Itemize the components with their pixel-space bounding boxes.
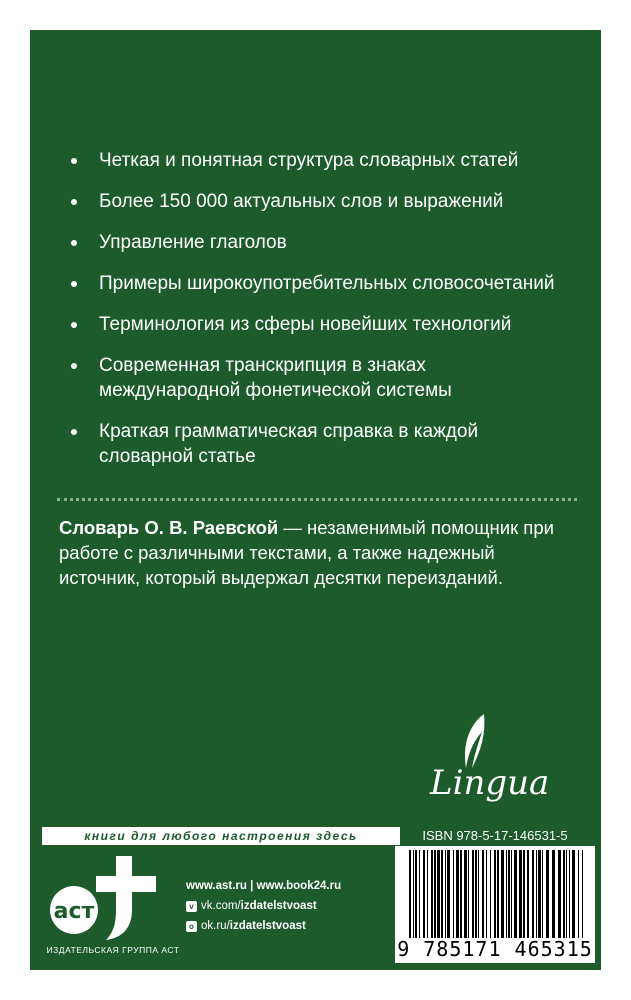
description-bold: Словарь О. В. Раевской: [59, 517, 279, 538]
barcode-bar: [486, 850, 487, 938]
ast-publisher-logo: [46, 852, 166, 944]
feature-item: [63, 271, 593, 296]
barcode-bar: [427, 850, 428, 938]
barcode-bar: [445, 850, 446, 938]
barcode-bar: [558, 850, 561, 938]
vk-icon: v: [186, 901, 197, 912]
feature-list: [63, 148, 593, 485]
barcode-bar: [538, 850, 541, 938]
barcode-bar: [572, 850, 575, 938]
description-paragraph: [59, 515, 579, 590]
feature-item: [63, 148, 593, 173]
ok-icon: o: [186, 921, 197, 932]
barcode-bar: [464, 850, 467, 938]
bullet-dot: [71, 240, 77, 246]
website-links-text: www.ast.ru | www.book24.ru: [186, 880, 342, 892]
feature-item: [63, 230, 593, 255]
barcode-bar: [563, 850, 565, 938]
barcode-bar: [482, 850, 484, 938]
feature-item: [63, 419, 529, 469]
barcode-bar: [546, 850, 549, 938]
barcode-bar: [447, 850, 450, 938]
barcode-bar: [542, 850, 543, 938]
barcode-bar: [413, 850, 414, 938]
barcode-digits: 9 785171 465315: [397, 937, 593, 961]
feature-item: [63, 189, 593, 214]
publisher-caption: ИЗДАТЕЛЬСКАЯ ГРУППА АСТ: [46, 945, 180, 955]
barcode-bar: [566, 850, 567, 938]
ast-logo-text: аст: [53, 899, 95, 924]
bullet-dot: [71, 199, 77, 205]
barcode-bars: [395, 850, 595, 940]
barcode-bar: [578, 850, 579, 938]
vk-prefix: vk.com/: [201, 900, 241, 912]
lingua-wordmark: Lingua: [430, 763, 550, 803]
description-text: — незаменимый помощник при работе с различными текстами, а также надежный источник, который выдержал десятки переизданий.: [59, 517, 554, 588]
barcode-bar: [478, 850, 479, 938]
isbn-text: ISBN 978-5-17-146531-5: [422, 828, 568, 843]
barcode-bar: [527, 850, 529, 938]
bullet-dot: [71, 429, 77, 435]
barcode-bar: [514, 850, 517, 938]
feature-text: Терминология из сферы новейших технологий: [99, 314, 512, 335]
tagline-banner: книги для любого настроения здесь: [42, 827, 400, 845]
barcode-bar: [494, 850, 496, 938]
barcode-bar: [472, 850, 474, 938]
ok-prefix: ok.ru/: [201, 920, 230, 932]
barcode-bar: [431, 850, 433, 938]
barcode-bar: [456, 850, 459, 938]
barcode-bar: [552, 850, 555, 938]
vk-link[interactable]: [186, 896, 341, 916]
website-links[interactable]: [186, 876, 341, 896]
lingua-imprint-logo: [422, 710, 572, 810]
barcode-bar: [453, 850, 454, 938]
barcode-bar: [460, 850, 462, 938]
barcode-bar: [508, 850, 510, 938]
barcode-bar: [423, 850, 425, 938]
bullet-dot: [71, 363, 77, 369]
barcode-bar: [497, 850, 499, 938]
barcode-bar: [501, 850, 504, 938]
barcode: [395, 846, 595, 963]
dotted-divider: [57, 498, 577, 501]
barcode-bar: [569, 850, 570, 938]
feature-item: [63, 312, 593, 337]
feature-item: [63, 353, 499, 403]
feature-text: Примеры широкоупотребительных словосочетаний: [99, 273, 555, 294]
bullet-dot: [71, 281, 77, 287]
publisher-links: [186, 876, 341, 936]
barcode-bar: [419, 850, 420, 938]
book-back-cover: [30, 30, 601, 970]
ok-link[interactable]: [186, 916, 341, 936]
feature-text: Четкая и понятная структура словарных статей: [99, 150, 519, 171]
barcode-bar: [437, 850, 440, 938]
barcode-bar: [582, 850, 583, 938]
barcode-bar: [434, 850, 436, 938]
barcode-bar: [490, 850, 491, 938]
feather-icon: [465, 714, 484, 768]
barcode-bar: [536, 850, 537, 938]
barcode-bar: [409, 850, 411, 938]
barcode-bar: [468, 850, 469, 938]
feature-text: Управление глаголов: [99, 232, 287, 253]
feature-text: Краткая грамматическая справка в каждой словарной статье: [99, 421, 479, 467]
barcode-bar: [519, 850, 522, 938]
bullet-dot: [71, 322, 77, 328]
barcode-bar: [415, 850, 417, 938]
barcode-bar: [532, 850, 534, 938]
barcode-bar: [511, 850, 512, 938]
barcode-bar: [506, 850, 507, 938]
barcode-bar: [523, 850, 525, 938]
ok-handle: izdatelstvoast: [229, 920, 306, 932]
ast-figure-icon: [96, 856, 156, 940]
barcode-bar: [441, 850, 443, 938]
feature-text: Современная транскрипция в знаках международной фонетической системы: [99, 355, 452, 401]
bullet-dot: [71, 158, 77, 164]
vk-handle: izdatelstvoast: [240, 900, 317, 912]
feature-text: Более 150 000 актуальных слов и выражений: [99, 191, 504, 212]
barcode-bar: [475, 850, 477, 938]
